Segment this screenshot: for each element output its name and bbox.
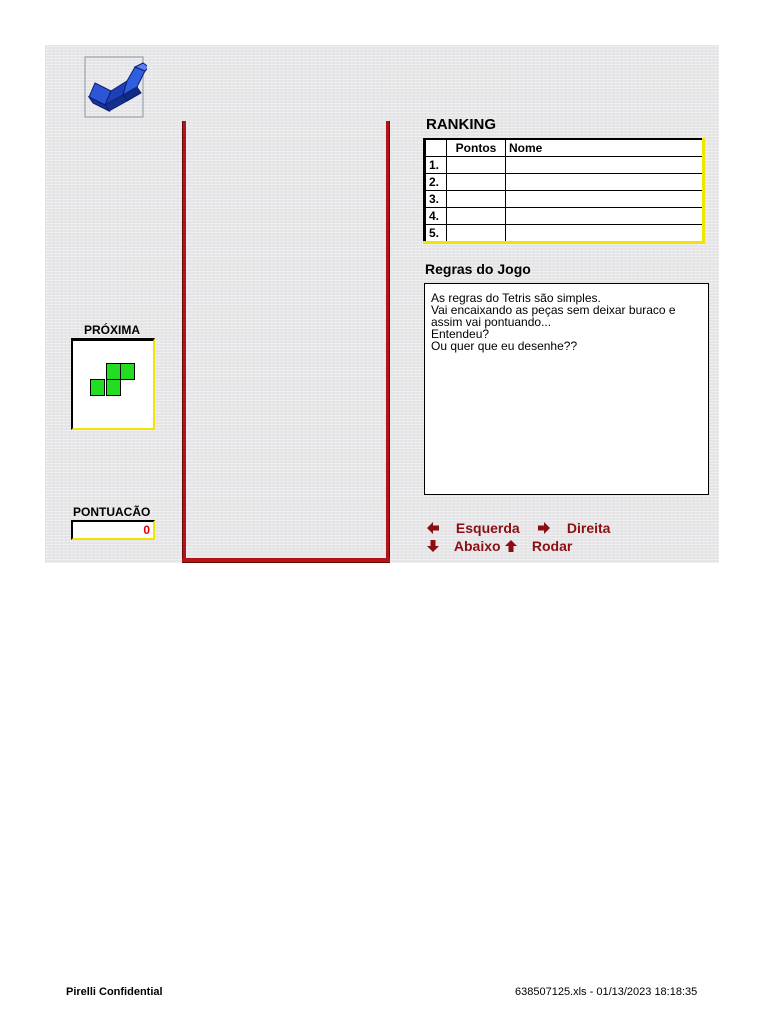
score-label: PONTUACÃO: [73, 505, 151, 519]
ranking-header-row: [425, 139, 704, 157]
rules-line: Vai encaixando as peças sem deixar buraco e: [431, 303, 676, 317]
ranking-points: [447, 157, 506, 174]
score-value: 0: [71, 520, 155, 540]
arrow-right-icon: [537, 521, 551, 535]
ranking-rank: 5.: [425, 225, 447, 243]
next-piece-label: PRÓXIMA: [84, 323, 141, 337]
ranking-points: [447, 174, 506, 191]
next-piece-block: [90, 379, 105, 396]
table-row: [425, 208, 704, 225]
rules-line: As regras do Tetris são simples.: [431, 291, 601, 305]
ranking-name: [506, 225, 704, 243]
arrow-left-icon: [426, 521, 440, 535]
ranking-name: [506, 191, 704, 208]
well-floor: [182, 558, 390, 563]
control-left-label: Esquerda: [455, 520, 520, 536]
rules-line: Ou quer que eu desenhe??: [431, 339, 578, 353]
ranking-rank: 3.: [425, 191, 447, 208]
ranking-points: [447, 191, 506, 208]
ranking-col-index: [425, 139, 447, 157]
rules-title: Regras do Jogo: [425, 261, 531, 277]
rules-line: assim vai pontuando...: [431, 315, 552, 329]
next-piece-block: [106, 379, 121, 396]
ranking-rank: 1.: [425, 157, 447, 174]
next-piece-preview: [71, 338, 155, 430]
control-down: [426, 538, 501, 554]
ranking-rank: 4.: [425, 208, 447, 225]
rules-text-box: [424, 283, 709, 495]
well-left-wall: [182, 121, 186, 563]
control-left: [426, 520, 520, 536]
rules-line: Entendeu?: [431, 327, 490, 341]
ranking-table: [423, 138, 705, 244]
control-right: [537, 520, 610, 536]
ranking-points: [447, 208, 506, 225]
well-right-wall: [386, 121, 390, 563]
ranking-rank: 2.: [425, 174, 447, 191]
game-sheet: [45, 45, 719, 563]
footer-file-info: 638507125.xls - 01/13/2023 18:18:35: [515, 986, 698, 998]
arrow-up-icon: [504, 539, 518, 553]
table-row: [425, 225, 704, 243]
ranking-name: [506, 157, 704, 174]
ranking-name: [506, 174, 704, 191]
ranking-points: [447, 225, 506, 243]
footer-confidential: Pirelli Confidential: [66, 986, 163, 998]
blue-checkmark-blocks-icon: [83, 55, 147, 121]
ranking-title: RANKING: [426, 116, 496, 133]
table-row: [425, 157, 704, 174]
tetris-well: [182, 121, 390, 563]
control-right-label: Direita: [566, 520, 611, 536]
control-rotate-label: Rodar: [531, 538, 573, 554]
table-row: [425, 191, 704, 208]
ranking-col-points: Pontos: [447, 139, 506, 157]
control-rotate: [504, 538, 572, 554]
table-row: [425, 174, 704, 191]
next-piece-block: [106, 363, 121, 380]
next-piece-block: [120, 363, 135, 380]
control-down-label: Abaixo: [453, 538, 501, 554]
ranking-name: [506, 208, 704, 225]
arrow-down-icon: [426, 539, 440, 553]
ranking-col-name: Nome: [506, 139, 704, 157]
